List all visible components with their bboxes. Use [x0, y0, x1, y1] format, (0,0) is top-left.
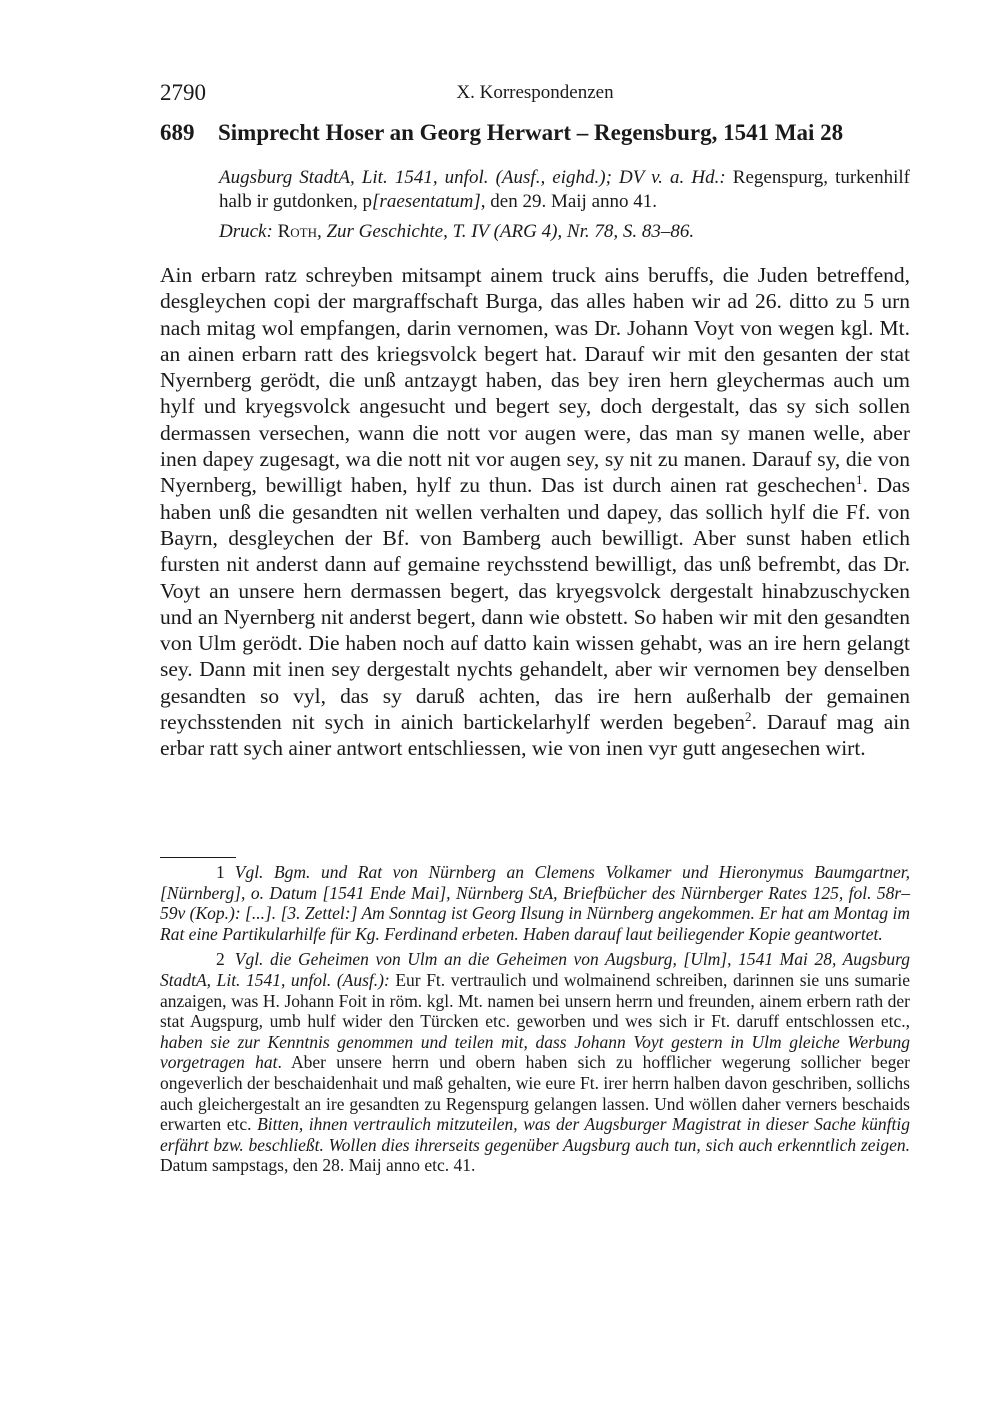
footnote-divider: [160, 857, 236, 858]
footnotes: [160, 862, 910, 1181]
footnote-ref-2[interactable]: 2: [745, 708, 752, 724]
document-number: 689: [160, 120, 195, 145]
letter-text-3: . Darauf mag ain erbar ratt sych ainer antwort entschliessen, wie von inen vyr gutt angesechen wirt.: [160, 710, 911, 761]
endorsement-expansion: [raesentatum]: [372, 191, 481, 212]
endorsement-text: Regenspurg, turkenhilf halb ir gutdonken, p: [219, 167, 911, 212]
page-number: 2790: [160, 80, 206, 105]
footnote-ref-1[interactable]: 1: [855, 472, 863, 488]
running-title: X. Korrespondenzen: [456, 82, 614, 103]
footnote-reference: Vgl. die Geheimen von Ulm an die Geheimen von Augsburg, [Ulm], 1541 Mai 28, Augsburg StadtA, Lit. 1541, unfol. (Ausf.):: [160, 949, 910, 990]
footnote-quote: . Aber unsere herrn und obern haben sich zu hofflicher wegerung sollicher beger ongeverlich der beschaidenhait und maß gehalten, wie eure Ft. irer herrn halben davon geschriben, sollichs auch gleichergestalt an ire gesandten zu Regenspurg gelangen lassen. Und wöllen daher verners beschaids erwarten etc.: [160, 1052, 911, 1135]
archive-reference: Augsburg StadtA, Lit. 1541, unfol. (Ausf., eighd.); DV v. a. Hd.:: [219, 167, 726, 188]
print-label: Druck:: [219, 221, 273, 242]
footnote-dating: Datum sampstags, den 28. Maij anno etc. 41.: [160, 1155, 476, 1176]
footnote-summary: haben sie zur Kenntnis genommen und teilen mit, dass Johann Voyt gestern in Ulm gleiche Werbung vorgetragen hat: [160, 1031, 910, 1073]
footnote-quote: Eur Ft. vertraulich und wolmainend schreiben, darinnen sie uns sumarie anzaigen, was H. Johann Foit in röm. kgl. Mt. namen bei unsern herrn und freunden, ainem erbern rath der stat Augspurg, umb hulf wider den Türcken etc. geworben und wes sich ir Ft. daruff entschlossen etc.,: [160, 969, 910, 1032]
archive-source: [219, 166, 910, 214]
document-title: Simprecht Hoser an Georg Herwart – Regensburg, 1541 Mai 28: [218, 120, 844, 145]
footnote-summary: Bitten, ihnen vertraulich mitzuteilen, was der Augsburger Magistrat in dieser Sache künftig erfährt bzw. beschließt. Wollen dies ihrerseits gegenüber Augsburg auch tun, sich auch erkenntlich zeigen.: [160, 1114, 910, 1155]
letter-paragraph: [160, 262, 910, 762]
running-head: [160, 80, 910, 110]
source-block: [219, 166, 910, 250]
footnote-2: [160, 949, 910, 1176]
footnote-1: [160, 862, 910, 944]
print-reference: , Zur Geschichte, T. IV (ARG 4), Nr. 78, S. 83–86.: [316, 221, 695, 242]
footnote-mark: 2: [216, 949, 225, 970]
letter-body: [160, 262, 910, 762]
letter-text-1: Ain erbarn ratz schreyben mitsampt ainem truck ains beruffs, die Juden betreffend, desgleychen copi der margraffschaft Burga, das alles haben wir ad 26. ditto zu 5 urn nach mitag wol empfangen, darin vernomen, was Dr. Johann Voyt von wegen kgl. Mt. an ainen erbarn ratt des kriegsvolck begert hat. Darauf wir mit den gesanten der stat Nyernberg gerödt, die unß antzaygt haben, das bey iren hern gleychermas auch um hylf und kryegsvolck angesucht und begert sey, doch dergestalt, das sy sich sollen dermassen versechen, wann die nott vor augen were, das man sy manen welle, aber inen dapey zugesagt, wa die nott nit vor augen sey, sy nit zu manen. Darauf sy, die von Nyernberg, bewilligt haben, hylf zu thun. Das ist durch ainen rat geschechen: [160, 263, 910, 498]
letter-text-2: . Das haben unß die gesandten nit wellen verhalten und dapey, das sollich hylf die Ff. von Bayrn, desgleychen der Bf. von Bamberg auch bewilligt. Aber sunst haben etlich fursten nit anderst dann auf gemaine reychsstend bewilligt, das unß befrembt, das Dr. Voyt an unsere hern dermassen begert, das kryegsvolck dergestalt hinabzuschycken und an Nyernberg nit anderst begert, dann wie obstett. So haben wir mit den gesandten von Ulm gerödt. Die haben noch auf datto kain wissen gehabt, was an ire hern gelangt sey. Dann mit inen sey dergestalt nychts gehandelt, aber wir vernomen bey denselben gesandten so vyl, das sy daruß achten, das ire hern außerhalb der gemainen reychsstenden nit sych in ainich bartickelarhylf werden begeben: [160, 473, 911, 735]
footnote-text: Vgl. Bgm. und Rat von Nürnberg an Clemens Volkamer und Hieronymus Baumgartner, [Nürnberg], o. Datum [1541 Ende Mai], Nürnberg StA, Briefbücher des Nürnberger Rates 125, fol. 58r–59v (Kop.): [...]. [3. Zettel:] Am Sonntag ist Georg Ilsung in Nürnberg angekommen. Er hat am Montag im Rat eine Partikularhilfe für Kg. Ferdinand erbeten. Haben darauf laut beiliegender Kopie geantwortet.: [160, 862, 910, 944]
document-heading: [160, 120, 910, 146]
print-author: Roth: [277, 221, 317, 242]
endorsement-date: , den 29. Maij anno 41.: [480, 191, 658, 212]
print-source: [219, 220, 910, 244]
footnote-mark: 1: [216, 862, 225, 882]
